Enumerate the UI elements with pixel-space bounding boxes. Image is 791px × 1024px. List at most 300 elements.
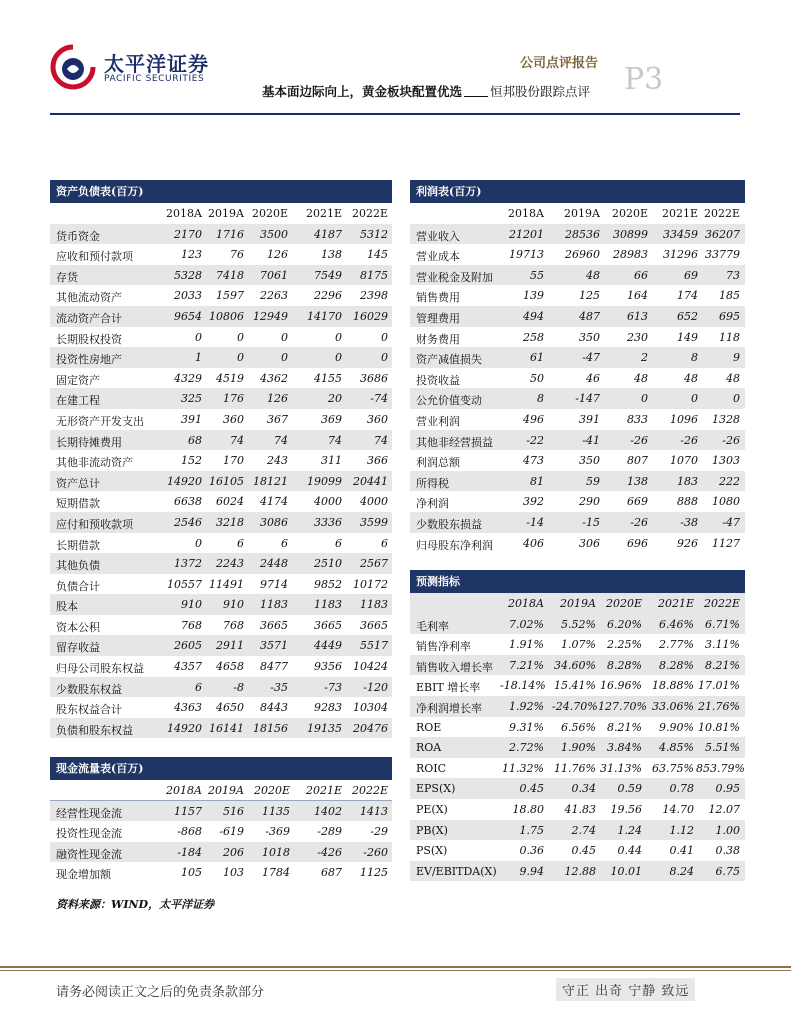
cell-value: 8.21% xyxy=(607,720,642,734)
row-label: 负债合计 xyxy=(56,579,100,593)
cell-value: 19135 xyxy=(307,721,342,735)
cell-value: 1183 xyxy=(360,598,388,612)
cell-value: 910 xyxy=(223,598,244,612)
cell-value: 66 xyxy=(634,268,648,282)
table-row xyxy=(50,574,392,595)
row-label: 股东权益合计 xyxy=(56,703,122,717)
cell-value: 1303 xyxy=(712,454,740,468)
data-source-note: 资料来源：WIND，太平洋证券 xyxy=(56,898,215,911)
logo-chinese-name: 太平洋证券 xyxy=(104,52,209,76)
row-label: 公允价值变动 xyxy=(416,394,482,408)
cell-value: 4519 xyxy=(216,371,244,385)
row-label: 资本公积 xyxy=(56,620,100,634)
year-label: 2022E xyxy=(351,784,388,797)
cell-value: -26 xyxy=(722,433,740,447)
cell-value: 9.31% xyxy=(509,720,544,734)
year-header-row xyxy=(410,203,745,224)
cell-value: 74 xyxy=(274,433,288,447)
cell-value: 8175 xyxy=(360,268,388,282)
cell-value: 0 xyxy=(281,351,288,365)
cell-value: 1018 xyxy=(262,845,290,859)
cell-value: 1135 xyxy=(262,804,290,818)
cell-value: 4363 xyxy=(174,701,202,715)
cell-value: 325 xyxy=(181,392,202,406)
row-label: ROIC xyxy=(416,761,447,775)
cell-value: 496 xyxy=(523,412,544,426)
cell-value: 350 xyxy=(579,454,600,468)
table-row xyxy=(410,533,745,554)
cell-value: 8.28% xyxy=(659,658,694,672)
cell-value: 183 xyxy=(677,474,698,488)
row-label: 其他非流动资产 xyxy=(56,456,133,470)
cell-value: 1372 xyxy=(174,557,202,571)
cell-value: -619 xyxy=(219,825,244,839)
cell-value: 0 xyxy=(335,330,342,344)
cell-value: 652 xyxy=(677,309,698,323)
cell-value: -47 xyxy=(582,351,600,365)
cell-value: 103 xyxy=(223,866,244,880)
cell-value: 20441 xyxy=(353,474,388,488)
table-row xyxy=(410,368,745,389)
cell-value: -14 xyxy=(526,515,544,529)
row-label: ROE xyxy=(416,720,442,734)
cell-value: 16105 xyxy=(209,474,244,488)
cell-value: 28536 xyxy=(565,227,600,241)
table-title: 预测指标 xyxy=(410,570,745,593)
cell-value: 48 xyxy=(586,268,600,282)
cell-value: -184 xyxy=(177,845,202,859)
cell-value: 3336 xyxy=(314,515,342,529)
table-row xyxy=(50,368,392,389)
table-row xyxy=(50,327,392,348)
table-row xyxy=(50,265,392,286)
cell-value: 2170 xyxy=(174,227,202,241)
cell-value: 311 xyxy=(321,454,342,468)
cell-value: 0.44 xyxy=(617,844,642,858)
table-row xyxy=(50,409,392,430)
table-row xyxy=(50,842,392,863)
cell-value: 185 xyxy=(719,289,740,303)
table-row xyxy=(410,634,745,655)
cell-value: 19713 xyxy=(509,248,544,262)
cell-value: 14170 xyxy=(307,309,342,323)
row-label: 管理费用 xyxy=(416,311,460,325)
cell-value: 74 xyxy=(230,433,244,447)
cell-value: 1125 xyxy=(360,866,388,880)
table-row xyxy=(410,655,745,676)
cell-value: 138 xyxy=(627,474,648,488)
table-row xyxy=(410,717,745,738)
cell-value: 18121 xyxy=(253,474,288,488)
cell-value: 4.85% xyxy=(659,741,694,755)
cell-value: 3599 xyxy=(360,515,388,529)
year-label: 2022E xyxy=(351,207,388,220)
year-label: 2021E xyxy=(657,597,694,610)
table-row xyxy=(410,778,745,799)
cell-value: 669 xyxy=(627,495,648,509)
table-row xyxy=(410,840,745,861)
table-row xyxy=(50,430,392,451)
cell-value: 0.34 xyxy=(571,782,596,796)
table-row xyxy=(50,697,392,718)
title-tail: 恒邦股份跟踪点评 xyxy=(490,84,591,99)
cell-value: 10172 xyxy=(353,577,388,591)
cell-value: 10806 xyxy=(209,309,244,323)
cell-value: 768 xyxy=(223,618,244,632)
cell-value: 7549 xyxy=(314,268,342,282)
cell-value: 2033 xyxy=(174,289,202,303)
cell-value: 123 xyxy=(181,248,202,262)
row-label: 净利润增长率 xyxy=(416,701,482,715)
cell-value: 306 xyxy=(579,536,600,550)
table-row xyxy=(50,244,392,265)
year-header-row xyxy=(410,593,745,614)
table-row xyxy=(410,799,745,820)
cell-value: 768 xyxy=(181,618,202,632)
cell-value: 14920 xyxy=(167,721,202,735)
row-label: PS(X) xyxy=(416,844,448,858)
page-number: P3 xyxy=(624,62,664,97)
cell-value: 1096 xyxy=(670,412,698,426)
cell-value: 1716 xyxy=(216,227,244,241)
cell-value: 2296 xyxy=(314,289,342,303)
cell-value: -73 xyxy=(324,680,342,694)
cell-value: 68 xyxy=(188,433,202,447)
cell-value: 6.20% xyxy=(607,617,642,631)
cell-value: 926 xyxy=(677,536,698,550)
cell-value: 8 xyxy=(537,392,544,406)
cell-value: 31296 xyxy=(663,248,698,262)
cell-value: 18156 xyxy=(253,721,288,735)
cell-value: 2.77% xyxy=(659,638,694,652)
row-label: 其他负债 xyxy=(56,559,100,573)
cell-value: 3571 xyxy=(260,639,288,653)
year-label: 2019A xyxy=(208,207,244,220)
cell-value: 105 xyxy=(181,866,202,880)
cell-value: 4362 xyxy=(260,371,288,385)
cell-value: 36207 xyxy=(705,227,740,241)
cell-value: 14.70 xyxy=(662,802,694,816)
cell-value: 2398 xyxy=(360,289,388,303)
cell-value: 360 xyxy=(223,412,244,426)
cell-value: 1183 xyxy=(314,598,342,612)
cell-value: 21.76% xyxy=(698,699,740,713)
cell-value: -22 xyxy=(526,433,544,447)
pacific-securities-logo-icon xyxy=(50,44,96,90)
cell-value: 2.25% xyxy=(607,638,642,652)
row-label: 长期借款 xyxy=(56,538,100,552)
row-label: 少数股东权益 xyxy=(56,682,122,696)
cell-value: 0.45 xyxy=(519,782,544,796)
cell-value: 12.88 xyxy=(564,864,596,878)
cell-value: 33.06% xyxy=(652,699,694,713)
cell-value: 6 xyxy=(281,536,288,550)
cell-value: 5312 xyxy=(360,227,388,241)
cell-value: 0 xyxy=(335,351,342,365)
cell-value: 1.00 xyxy=(715,823,740,837)
cell-value: 8443 xyxy=(260,701,288,715)
year-label: 2019A xyxy=(208,784,244,797)
cell-value: 6 xyxy=(381,536,388,550)
row-label: 投资性现金流 xyxy=(56,827,122,841)
cell-value: 1.07% xyxy=(561,638,596,652)
cell-value: 2.74 xyxy=(571,823,596,837)
cell-value: -426 xyxy=(317,845,342,859)
cell-value: 230 xyxy=(627,330,648,344)
cell-value: 4329 xyxy=(174,371,202,385)
table-row xyxy=(50,801,392,822)
table-row xyxy=(410,347,745,368)
cell-value: 3086 xyxy=(260,515,288,529)
cell-value: 8.21% xyxy=(705,658,740,672)
cell-value: 18.88% xyxy=(652,679,694,693)
row-label: 净利润 xyxy=(416,497,449,511)
cell-value: 41.83 xyxy=(564,802,596,816)
row-label: 所得税 xyxy=(416,476,449,490)
cell-value: 139 xyxy=(523,289,544,303)
year-label: 2020E xyxy=(251,207,288,220)
cell-value: -24.70% xyxy=(552,699,598,713)
row-label: 固定资产 xyxy=(56,373,100,387)
cell-value: 1127 xyxy=(712,536,740,550)
cell-value: 1.91% xyxy=(509,638,544,652)
table-row xyxy=(410,285,745,306)
cell-value: 0 xyxy=(733,392,740,406)
company-motto: 守正 出奇 宁静 致远 xyxy=(556,978,695,1001)
cell-value: 473 xyxy=(523,454,544,468)
cell-value: 3665 xyxy=(360,618,388,632)
cell-value: 0.59 xyxy=(617,782,642,796)
cell-value: 6 xyxy=(195,680,202,694)
row-label: PB(X) xyxy=(416,823,448,837)
year-label: 2021E xyxy=(305,784,342,797)
table-row xyxy=(50,450,392,471)
cell-value: 853.79% xyxy=(696,761,745,775)
cell-value: 0.36 xyxy=(519,844,544,858)
cell-value: 7.02% xyxy=(509,617,544,631)
cell-value: 5328 xyxy=(174,268,202,282)
cell-value: 5.52% xyxy=(561,617,596,631)
year-label: 2022E xyxy=(703,207,740,220)
cell-value: 613 xyxy=(627,309,648,323)
cell-value: -47 xyxy=(722,515,740,529)
cell-value: 2546 xyxy=(174,515,202,529)
report-type: 公司点评报告 xyxy=(520,56,599,71)
table-row xyxy=(50,553,392,574)
cell-value: 145 xyxy=(367,248,388,262)
cell-value: 8 xyxy=(691,351,698,365)
row-label: 营业收入 xyxy=(416,229,460,243)
cell-value: 10304 xyxy=(353,701,388,715)
table-row xyxy=(50,615,392,636)
cell-value: 9714 xyxy=(260,577,288,591)
row-label: 负债和股东权益 xyxy=(56,723,133,737)
cell-value: 696 xyxy=(627,536,648,550)
cell-value: 406 xyxy=(523,536,544,550)
row-label: 利润总额 xyxy=(416,456,460,470)
cell-value: 1157 xyxy=(174,804,202,818)
cell-value: 6638 xyxy=(174,495,202,509)
table-row xyxy=(410,614,745,635)
cell-value: 888 xyxy=(677,495,698,509)
balance-sheet-table xyxy=(50,180,392,738)
cell-value: 0 xyxy=(691,392,698,406)
cell-value: 33779 xyxy=(705,248,740,262)
cell-value: 0.41 xyxy=(669,844,694,858)
row-label: EPS(X) xyxy=(416,782,456,796)
row-label: 留存收益 xyxy=(56,641,100,655)
cell-value: 2 xyxy=(641,351,648,365)
document-title xyxy=(262,82,590,100)
table-row xyxy=(50,677,392,698)
cell-value: 16029 xyxy=(353,309,388,323)
cell-value: -8 xyxy=(233,680,244,694)
cell-value: 164 xyxy=(627,289,648,303)
table-title: 资产负债表(百万) xyxy=(50,180,392,203)
cell-value: 33459 xyxy=(663,227,698,241)
cell-value: 31.13% xyxy=(600,761,642,775)
cell-value: 4174 xyxy=(260,495,288,509)
table-row xyxy=(410,388,745,409)
cell-value: 2510 xyxy=(314,557,342,571)
year-label: 2020E xyxy=(605,597,642,610)
cell-value: 176 xyxy=(223,392,244,406)
title-underline xyxy=(464,96,488,97)
cell-value: 0 xyxy=(195,536,202,550)
cell-value: 4000 xyxy=(314,495,342,509)
table-row xyxy=(410,265,745,286)
cell-value: 21201 xyxy=(509,227,544,241)
cell-value: 4187 xyxy=(314,227,342,241)
cell-value: 30899 xyxy=(613,227,648,241)
table-row xyxy=(410,861,745,882)
cell-value: 807 xyxy=(627,454,648,468)
table-row xyxy=(50,533,392,554)
cell-value: 9356 xyxy=(314,660,342,674)
cell-value: 9.94 xyxy=(519,864,544,878)
cell-value: 20476 xyxy=(353,721,388,735)
cell-value: 14920 xyxy=(167,474,202,488)
year-label: 2019A xyxy=(560,597,596,610)
cell-value: 5.51% xyxy=(705,741,740,755)
cell-value: -120 xyxy=(363,680,388,694)
cell-value: 1328 xyxy=(712,412,740,426)
cell-value: 3665 xyxy=(260,618,288,632)
cell-value: 1413 xyxy=(360,804,388,818)
cell-value: -15 xyxy=(582,515,600,529)
row-label: 销售收入增长率 xyxy=(416,660,493,674)
cell-value: 3686 xyxy=(360,371,388,385)
cell-value: 6.46% xyxy=(659,617,694,631)
cell-value: -289 xyxy=(317,825,342,839)
cell-value: 127.70% xyxy=(598,699,647,713)
cell-value: 833 xyxy=(627,412,648,426)
cell-value: 18.80 xyxy=(512,802,544,816)
table-row xyxy=(410,409,745,430)
cell-value: 19099 xyxy=(307,474,342,488)
cell-value: 369 xyxy=(321,412,342,426)
year-header-row xyxy=(50,780,392,801)
cell-value: 487 xyxy=(579,309,600,323)
cell-value: 5517 xyxy=(360,639,388,653)
cell-value: 12.07 xyxy=(708,802,740,816)
cell-value: 0.45 xyxy=(571,844,596,858)
row-label: 财务费用 xyxy=(416,332,460,346)
cell-value: 360 xyxy=(367,412,388,426)
cell-value: 15.41% xyxy=(554,679,596,693)
cell-value: -26 xyxy=(630,515,648,529)
cell-value: 126 xyxy=(267,392,288,406)
cell-value: 10424 xyxy=(353,660,388,674)
cell-value: 2263 xyxy=(260,289,288,303)
cell-value: 3.84% xyxy=(607,741,642,755)
row-label: 经营性现金流 xyxy=(56,806,122,820)
cell-value: -26 xyxy=(680,433,698,447)
cell-value: 366 xyxy=(367,454,388,468)
cell-value: 6.71% xyxy=(705,617,740,631)
cell-value: 73 xyxy=(726,268,740,282)
cell-value: 34.60% xyxy=(554,658,596,672)
table-row xyxy=(410,306,745,327)
row-label: 应付和预收款项 xyxy=(56,517,133,531)
cell-value: 125 xyxy=(579,289,600,303)
cell-value: 243 xyxy=(267,454,288,468)
cell-value: -35 xyxy=(270,680,288,694)
row-label: 资产减值损失 xyxy=(416,353,482,367)
table-row xyxy=(410,491,745,512)
cell-value: 7061 xyxy=(260,268,288,282)
table-row xyxy=(410,244,745,265)
cell-value: 0.78 xyxy=(669,782,694,796)
cell-value: 1080 xyxy=(712,495,740,509)
cell-value: 391 xyxy=(181,412,202,426)
row-label: 短期借款 xyxy=(56,497,100,511)
cell-value: 11.76% xyxy=(554,761,596,775)
cell-value: 0 xyxy=(237,351,244,365)
row-label: 营业利润 xyxy=(416,414,460,428)
cell-value: 126 xyxy=(267,248,288,262)
row-label: 现金增加额 xyxy=(56,868,111,882)
cashflow-table xyxy=(50,757,392,883)
table-row xyxy=(410,820,745,841)
year-label: 2020E xyxy=(611,207,648,220)
row-label: 应收和预付款项 xyxy=(56,250,133,264)
table-row xyxy=(410,512,745,533)
table-row xyxy=(50,862,392,883)
cell-value: 0 xyxy=(281,330,288,344)
cell-value: 10.81% xyxy=(698,720,740,734)
cell-value: 4000 xyxy=(360,495,388,509)
year-header-row xyxy=(50,203,392,224)
cell-value: 170 xyxy=(223,454,244,468)
cell-value: 0 xyxy=(381,330,388,344)
cell-value: 174 xyxy=(677,289,698,303)
cell-value: 8477 xyxy=(260,660,288,674)
cell-value: 290 xyxy=(579,495,600,509)
cell-value: 1.24 xyxy=(617,823,642,837)
table-row xyxy=(50,718,392,739)
table-row xyxy=(410,675,745,696)
cell-value: 48 xyxy=(684,371,698,385)
table-row xyxy=(50,656,392,677)
disclaimer-text: 请务必阅读正文之后的免责条款部分 xyxy=(56,985,265,1000)
year-label: 2021E xyxy=(661,207,698,220)
cell-value: 687 xyxy=(321,866,342,880)
row-label: 销售费用 xyxy=(416,291,460,305)
cell-value: 17.01% xyxy=(698,679,740,693)
cell-value: 6.56% xyxy=(561,720,596,734)
cell-value: 19.56 xyxy=(610,802,642,816)
